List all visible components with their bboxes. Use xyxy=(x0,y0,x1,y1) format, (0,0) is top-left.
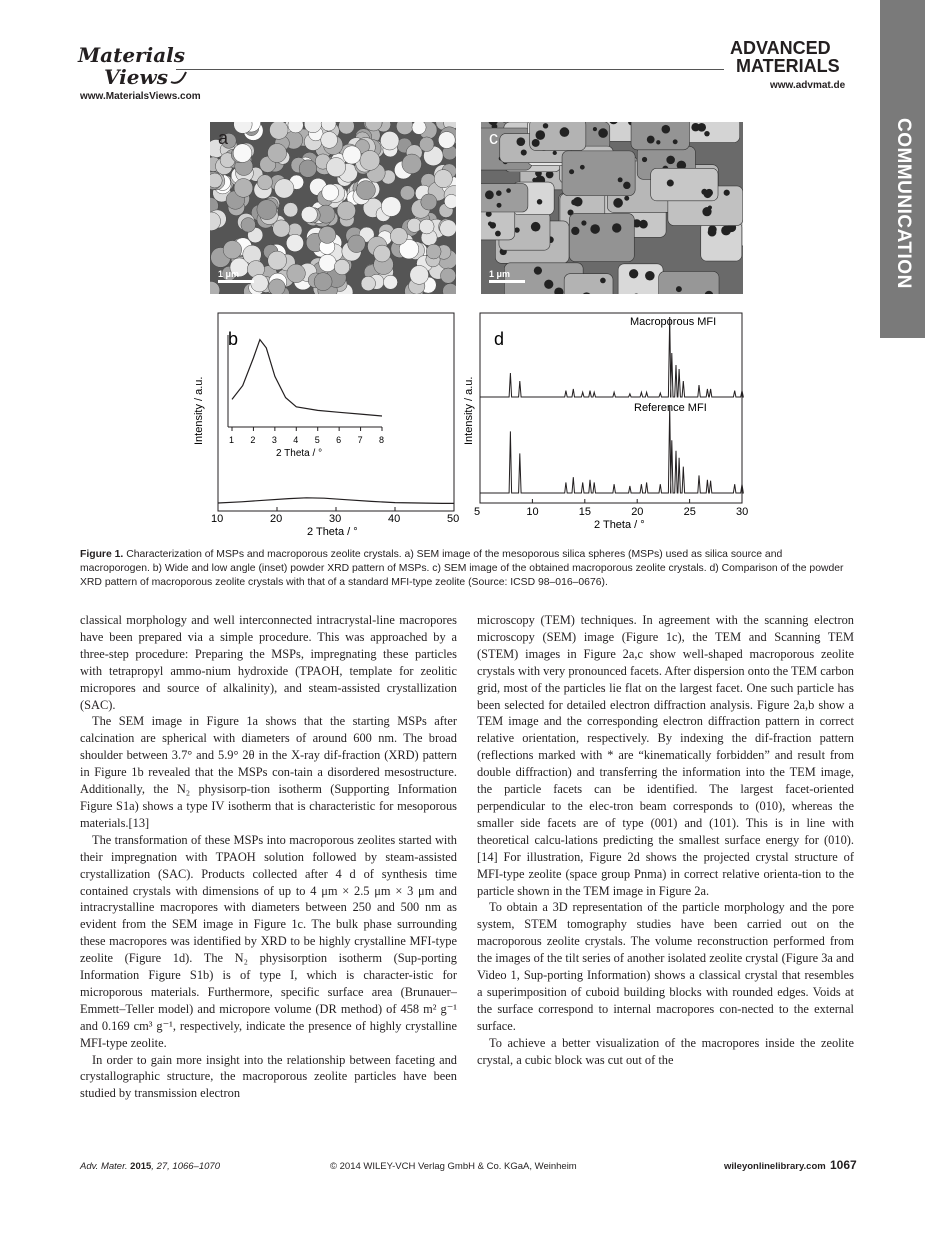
xrd-plot-b xyxy=(180,305,465,540)
logo-line1: ADVANCED xyxy=(730,38,831,58)
plot-b-xlabel: 2 Theta / ° xyxy=(307,526,358,538)
reference-series-line xyxy=(480,405,743,493)
inset-x-tick-label: 2 xyxy=(250,435,256,445)
x-tick-label: 50 xyxy=(447,513,460,525)
paragraph: The transformation of these MSPs into macroporous zeolites started with their impregnation with TPAOH solution followed by steam-assisted crystallization (SAC). Products collected after 4 d of synthesis time contained crystals with dimensions of up to 4 μm × 2.5 μm × 3 μm and intracrystalline macropores with diameters between 250 and 500 nm as evident from the SEM image in Figure 1c. The bulk phase surrounding these macropores was identified by XRD to be highly crystalline MFI-type zeolite (Figure 1d). The N₂ physisorption isotherm (Sup-porting Information Figure S1b) is of type I, which is character-istic for microporous materials. Furthermore, specific surface area (Brunauer–Emmett–Teller model) and micropore volume (DR method) of 458 m² g⁻¹ and 0.169 cm³ g⁻¹, respectively, indicate the presence of highly crystalline MFI-type zeolite. xyxy=(80,832,457,1050)
inset-x-tick-label: 8 xyxy=(379,435,385,445)
paragraph: In order to gain more insight into the relationship between faceting and crystallographic structure, the macroporous zeolite particles have been studied by transmission electron xyxy=(80,1052,457,1101)
x-tick-label: 15 xyxy=(578,506,592,518)
x-tick-label: 40 xyxy=(388,513,401,525)
inset-x-tick-label: 4 xyxy=(293,435,299,445)
panel-b-label: b xyxy=(228,329,239,349)
x-tick-label: 25 xyxy=(683,506,696,518)
paragraph: The SEM image in Figure 1a shows that the starting MSPs after calcination are spherical with diameters of around 600 nm. The broad shoulder between 3.7° and 5.9° 2θ in the X-ray dif-fraction (XRD) pattern in Figure 1b revealed that the MSPs con-tain a disordered mesostructure. Additionally, the N₂ physisorp-tion isotherm (Supporting Information Figure S1a) shows a type IV isotherm that is characteristic for mesoporous materials.[13] xyxy=(80,714,457,830)
materialsviews-url[interactable]: www.MaterialsViews.com xyxy=(80,91,201,102)
section-tab-label: COMMUNICATION xyxy=(893,118,914,289)
advanced-materials-logo xyxy=(730,38,848,76)
inset-x-tick-label: 1 xyxy=(229,435,235,445)
x-tick-label: 5 xyxy=(474,506,481,518)
inset-x-tick-label: 5 xyxy=(314,435,320,445)
legend-macroporous: Macroporous MFI xyxy=(630,316,717,328)
svg-text:Materials: Materials xyxy=(78,43,186,67)
advmat-url[interactable]: www.advmat.de xyxy=(770,80,846,91)
footer-journal-name: Adv. Mater. xyxy=(80,1161,128,1172)
x-tick-label: 10 xyxy=(211,513,224,525)
paragraph: To achieve a better visualization of the macropores inside the zeolite crystal, a cubic block was cut out of the xyxy=(477,1035,854,1067)
scale-bar-a xyxy=(218,269,254,283)
materials-views-logo xyxy=(76,42,188,92)
xrd-plot-d xyxy=(462,305,752,540)
caption-text: Characterization of MSPs and macroporous zeolite crystals. a) SEM image of the mesoporous silica spheres (MSPs) used as silica source and macroporogen. b) Wide and low angle (inset) powder XRD pattern of MSPs. c) SEM image of the obtained macroporous zeolite crystals. d) Comparison of the powder XRD pattern of macroporous zeolite crystals with that of a standard MFI-type zeolite (Source: ICSD 98–016–0676). xyxy=(80,549,844,588)
footer-volume: , 27, 1066–1070 xyxy=(151,1161,220,1172)
sem-image-c xyxy=(481,122,743,294)
scale-bar-a-text: 1 μm xyxy=(218,269,240,279)
logo-line2: MATERIALS xyxy=(736,56,840,76)
macroporous-series-line xyxy=(480,317,743,397)
footer-citation xyxy=(80,1161,220,1172)
page-number: 1067 xyxy=(830,1158,857,1172)
sem-image-a xyxy=(210,122,456,294)
scale-bar-c-text: 1 μm xyxy=(489,269,511,279)
x-tick-label: 20 xyxy=(631,506,644,518)
legend-reference: Reference MFI xyxy=(634,402,707,414)
inset-x-tick-label: 6 xyxy=(336,435,342,445)
x-tick-label: 20 xyxy=(270,513,283,525)
paragraph: To obtain a 3D representation of the particle morphology and the pore system, STEM tomography studies have been carried out on the macroporous zeolite crystals. The volume reconstruction performed from the images of the tilt series of another isolated zeolite crystal (Figure 3a and Video 1, Sup-porting Information) shows a classical crystal that resembles a superimposition of cuboid building blocks with rounded edges. Voids at the surface correspond to internal macropores con-nected to the external surface. xyxy=(477,900,854,1033)
paragraph: microscopy (TEM) techniques. In agreement with the scanning electron microscopy (SEM) image (Figure 1c), the TEM and Scanning TEM (STEM) images in Figure 2a,c show well-shaped macroporous zeolite crystals with very pronounced facets. After dispersion onto the TEM carbon grid, most of the particles lie flat on the largest facet. One such particle has been selected for detailed electron diffraction analysis. Figure 2a,b show a TEM image and the corresponding electron diffraction pattern in correct relative orientation, respectively. By indexing the dif-fraction pattern (reflections marked with * are “kinematically forbidden” and result from double diffraction) and transferring the information into the TEM image, the particle facets can be identified. The largest facet-oriented perpendicular to the elec-tron beam corresponds to (010), whereas the smaller side facets are of type (001) and (101). This is in line with theoretical calcu-lations predicting the smallest surface energy for (010).[14] For illustration, Figure 2d shows the projected crystal structure of MFI-type zeolite (space group Pnma) in correct relative orienta-tion to the particle shown in the TEM image in Figure 2a. xyxy=(477,613,854,898)
caption-label: Figure 1. xyxy=(80,549,124,560)
x-tick-label: 10 xyxy=(526,506,539,518)
main-series-line xyxy=(218,498,454,504)
panel-d-label: d xyxy=(494,329,505,349)
footer-year: 2015 xyxy=(130,1161,152,1172)
paragraph: classical morphology and well interconnected intracrystal-line macropores have been prepared via a simple procedure. This was approached by a three-step procedure: Preparing the MSPs, impregnating these particles with tetrapropyl ammo-nium hydroxide (TPAOH, template for zeolitic micropores and source of alkalinity), and steam-assisted crystallization (SAC). xyxy=(80,613,457,712)
inset-x-tick-label: 3 xyxy=(271,435,277,445)
inset-series-line xyxy=(232,340,382,416)
footer-site-link[interactable]: wileyonlinelibrary.com xyxy=(724,1161,826,1172)
inset-xlabel: 2 Theta / ° xyxy=(276,448,323,459)
body-column-left xyxy=(80,612,457,1102)
body-column-right xyxy=(477,612,854,1068)
scale-bar-c xyxy=(489,269,525,283)
inset-x-tick-label: 7 xyxy=(357,435,363,445)
panel-c-label: c xyxy=(489,128,498,148)
x-tick-label: 30 xyxy=(736,506,749,518)
plot-d-ylabel: Intensity / a.u. xyxy=(463,376,475,445)
header-rule xyxy=(176,69,724,70)
x-tick-label: 30 xyxy=(329,513,342,525)
plot-b-ylabel: Intensity / a.u. xyxy=(193,376,205,445)
footer-copyright: © 2014 WILEY-VCH Verlag GmbH & Co. KGaA, Weinheim xyxy=(330,1161,577,1172)
panel-a-label: a xyxy=(218,128,229,148)
figure-caption xyxy=(80,548,854,590)
section-tab xyxy=(880,0,925,338)
plot-d-xlabel: 2 Theta / ° xyxy=(594,519,645,531)
svg-text:Views: Views xyxy=(104,65,168,89)
